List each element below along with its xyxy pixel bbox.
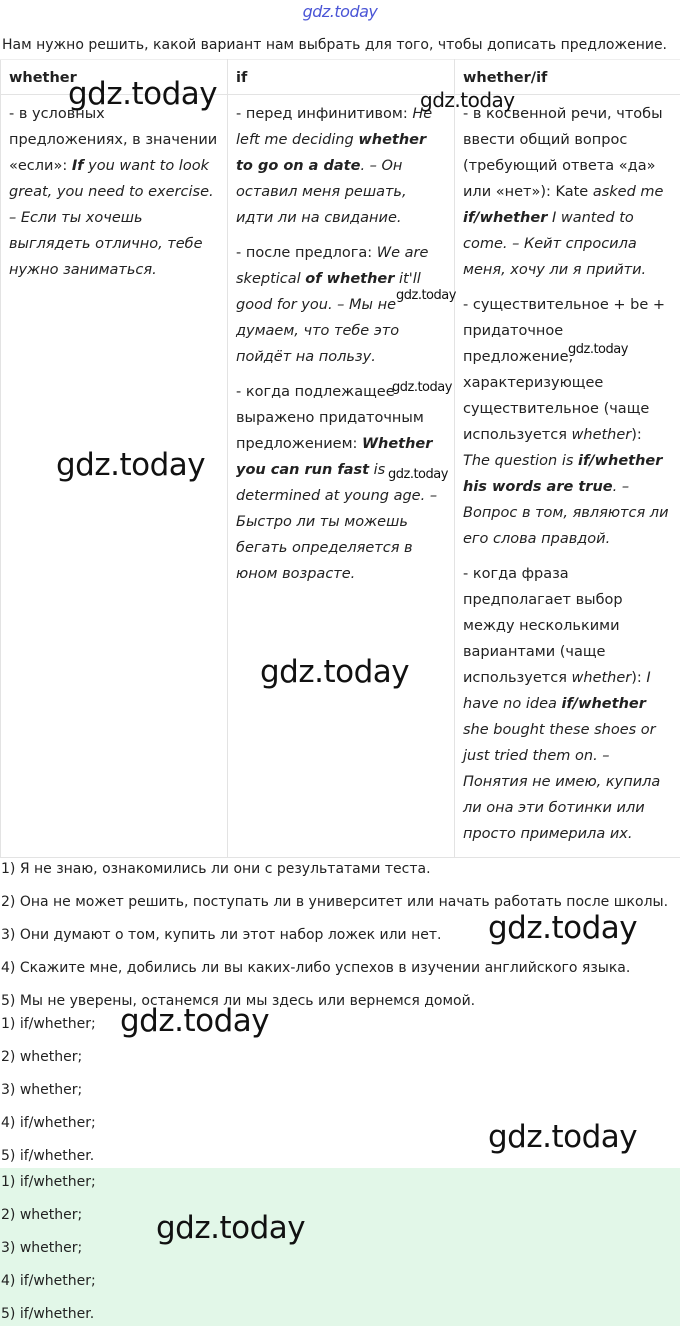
example: is determined at young age. bbox=[236, 462, 425, 504]
translation: – Мы не думаем, что тебе это пойдёт на пользу. bbox=[236, 297, 399, 365]
keyword: if/whether bbox=[562, 696, 646, 712]
rule-text: - когда подлежащее выражено придаточным предложением: bbox=[236, 384, 424, 452]
example: We are skeptical bbox=[236, 245, 428, 287]
rule-text: - в косвенной речи, чтобы ввести общий вопрос (требующий ответа «да» или «нет»): Kate bbox=[463, 106, 663, 200]
cell-whether-if bbox=[455, 95, 680, 858]
header-whether: whether bbox=[1, 60, 228, 95]
rule-text: - существительное + be + придаточное предложение, характеризующее существительное (чаще используется bbox=[463, 297, 665, 443]
emphasis: whether bbox=[572, 670, 632, 686]
watermark: gdz.today bbox=[120, 1003, 269, 1039]
header-whether-if: whether/if bbox=[455, 60, 680, 95]
list-item: 1) Я не знаю, ознакомились ли они с результатами теста. bbox=[0, 858, 680, 891]
list-item: 3) whether; bbox=[0, 1234, 680, 1267]
rule-indirect-speech bbox=[463, 101, 672, 283]
example: you want to look great, you need to exercise. bbox=[9, 158, 214, 200]
keyword: if/whether his words are true bbox=[463, 453, 662, 495]
watermark: gdz.today bbox=[56, 447, 205, 483]
example: it'll good for you. bbox=[236, 271, 421, 313]
watermark: gdz.today bbox=[388, 467, 448, 482]
rule-choice bbox=[463, 561, 672, 847]
translation: – Если ты хочешь выглядеть отлично, тебе нужно заниматься. bbox=[9, 210, 203, 278]
cell-if bbox=[228, 95, 455, 858]
watermark: gdz.today bbox=[156, 1210, 305, 1246]
keyword: If bbox=[72, 158, 84, 174]
list-item: 1) if/whether; bbox=[0, 1013, 680, 1046]
watermark: gdz.today bbox=[68, 76, 217, 112]
watermark: gdz.today bbox=[392, 380, 452, 395]
keyword: if/whether bbox=[463, 210, 547, 226]
answers-list bbox=[0, 1013, 680, 1178]
list-item: 1) if/whether; bbox=[0, 1168, 680, 1201]
grammar-table bbox=[0, 59, 680, 858]
list-item: 5) Мы не уверены, останемся ли мы здесь или вернемся домой. bbox=[0, 990, 680, 1023]
table-row bbox=[1, 95, 680, 858]
translation: . – Он оставил меня решать, идти ли на свидание. bbox=[236, 158, 407, 226]
site-logo[interactable]: gdz.today bbox=[0, 2, 680, 21]
emphasis: whether bbox=[572, 427, 632, 443]
watermark: gdz.today bbox=[488, 1119, 637, 1155]
table-header-row bbox=[1, 60, 680, 95]
cell-whether bbox=[1, 95, 228, 858]
watermark: gdz.today bbox=[568, 342, 628, 357]
watermark: gdz.today bbox=[396, 288, 456, 303]
list-item: 3) Они думают о том, купить ли этот набор ложек или нет. bbox=[0, 924, 680, 957]
list-item: 5) if/whether. bbox=[0, 1145, 680, 1178]
keyword: of whether bbox=[305, 271, 394, 287]
example: The question is bbox=[463, 453, 578, 469]
watermark: gdz.today bbox=[488, 910, 637, 946]
translation: – Понятия не имею, купила ли она эти ботинки или просто примерила их. bbox=[463, 748, 660, 842]
list-item: 2) Она не может решить, поступать ли в университет или начать работать после школы. bbox=[0, 891, 680, 924]
rule-text: ): bbox=[631, 670, 646, 686]
list-item: 4) if/whether; bbox=[0, 1112, 680, 1145]
rule-infinitive bbox=[236, 101, 446, 231]
watermark: gdz.today bbox=[420, 88, 515, 112]
list-item: 2) whether; bbox=[0, 1046, 680, 1079]
watermark: gdz.today bbox=[260, 654, 409, 690]
translation: . – Вопрос в том, являются ли его слова правдой. bbox=[463, 479, 669, 547]
example: she bought these shoes or just tried them on. bbox=[463, 722, 656, 764]
rule-text: - в условных предложениях, в значении «если»: bbox=[9, 106, 217, 174]
highlighted-answers bbox=[0, 1168, 680, 1326]
rule-text: ): bbox=[631, 427, 642, 443]
example: I have no idea bbox=[463, 670, 651, 712]
rule-subject-clause bbox=[236, 379, 446, 587]
list-item: 2) whether; bbox=[0, 1201, 680, 1234]
rule-text: - после предлога: bbox=[236, 245, 377, 261]
rule-text: - перед инфинитивом: bbox=[236, 106, 412, 122]
translation: – Быстро ли ты можешь бегать определяется в юном возрасте. bbox=[236, 488, 437, 582]
list-item: 5) if/whether. bbox=[0, 1300, 680, 1333]
rule-preposition bbox=[236, 240, 446, 370]
rule-noun-clause bbox=[463, 292, 672, 552]
task-sentences bbox=[0, 858, 680, 1023]
example: He left me deciding bbox=[236, 106, 432, 148]
rule-conditional bbox=[9, 101, 219, 283]
header-if: if bbox=[228, 60, 455, 95]
example: I wanted to come. bbox=[463, 210, 634, 252]
example: asked me bbox=[593, 184, 664, 200]
list-item: 4) Скажите мне, добились ли вы каких-либо успехов в изучении английского языка. bbox=[0, 957, 680, 990]
intro-text: Нам нужно решить, какой вариант нам выбрать для того, чтобы дописать предложение. bbox=[2, 35, 678, 55]
list-item: 3) whether; bbox=[0, 1079, 680, 1112]
translation: – Кейт спросила меня, хочу ли я прийти. bbox=[463, 236, 646, 278]
list-item: 4) if/whether; bbox=[0, 1267, 680, 1300]
rule-text: - когда фраза предполагает выбор между несколькими вариантами (чаще используется bbox=[463, 566, 623, 686]
keyword: whether to go on a date bbox=[236, 132, 426, 174]
keyword: Whether you can run fast bbox=[236, 436, 432, 478]
